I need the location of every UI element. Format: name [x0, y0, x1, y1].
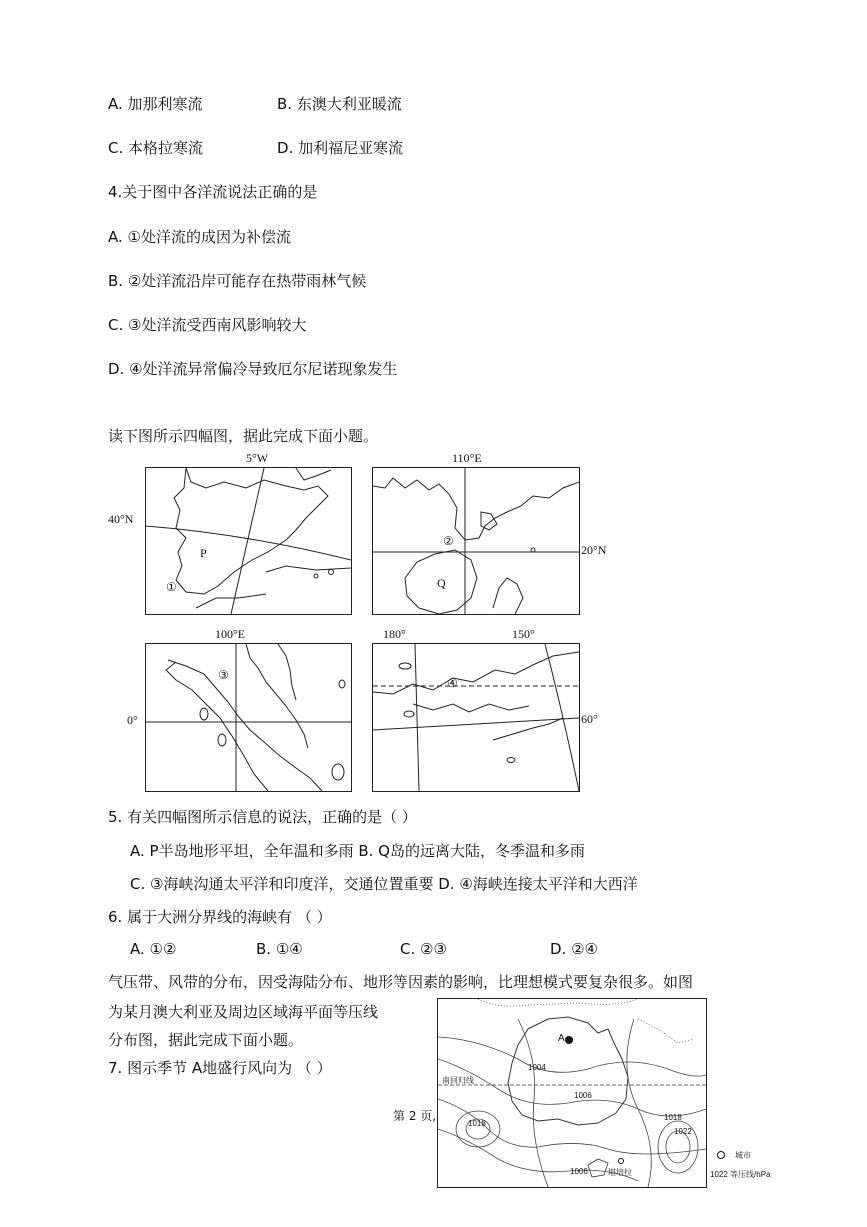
map1-marker-1: ① [166, 580, 177, 594]
pressure-intro-line1: 气压带、风带的分布，因受海陆分布、地形等因素的影响，比理想模式要复杂很多。如图 [108, 973, 694, 991]
map4-drawing [373, 644, 579, 791]
map2-drawing [373, 468, 579, 614]
map2-marker-2: ② [443, 534, 454, 548]
pressure-intro-line3: 分布图，据此完成下面小题。 [108, 1031, 304, 1049]
legend-isobar-label: 1022 等压线/hPa [710, 1170, 771, 1179]
isobar-label-5: 1022 [674, 1127, 692, 1136]
map3-marker-3: ③ [218, 668, 229, 682]
isobar-label-3: 1018 [468, 1119, 486, 1128]
q4-stem: 4.关于图中各洋流说法正确的是 [108, 183, 318, 201]
q3-option-a: A. 加那利寒流 [108, 95, 203, 113]
q4-option-b: B. ②处洋流沿岸可能存在热带雨林气候 [108, 272, 367, 290]
q3-option-d: D. 加利福尼亚寒流 [277, 139, 404, 157]
map1-letter-p: P [200, 546, 207, 560]
q6-stem: 6. 属于大洲分界线的海峡有 （ ） [108, 908, 332, 926]
tropic-label: 南回归线 [442, 1076, 474, 1085]
map1-top-label: 5°W [246, 451, 269, 465]
legend-city-label: 城市 [735, 1151, 751, 1160]
q5-options-cd: C. ③海峡沟通太平洋和印度洋，交通位置重要 D. ④海峡连接太平洋和大西洋 [130, 875, 638, 893]
pressure-intro-line2: 为某月澳大利亚及周边区域海平面等压线 [108, 1003, 379, 1021]
map2-right-label: 20°N [581, 543, 607, 557]
map2-letter-q: Q [437, 576, 446, 590]
map3-top-label: 100°E [215, 627, 246, 641]
q4-option-a: A. ①处洋流的成因为补偿流 [108, 228, 291, 246]
map4-top-label-left: 180° [383, 627, 406, 641]
map4-top-label-right: 150° [512, 627, 535, 641]
map3-left-label: 0° [127, 713, 138, 727]
q6-option-d: D. ②④ [550, 940, 598, 958]
map2-south-china [372, 467, 580, 615]
map1-iberia [145, 467, 352, 615]
maps-intro: 读下图所示四幅图，据此完成下面小题。 [108, 427, 379, 445]
map4-right-label: 60° [581, 712, 598, 726]
map3-malacca [145, 643, 352, 792]
page-number: 第 2 页, [393, 1109, 437, 1123]
pressure-map [437, 998, 707, 1188]
q7-stem: 7. 图示季节 A地盛行风向为 （ ） [108, 1059, 332, 1077]
q6-option-b: B. ①④ [256, 940, 303, 958]
map3-drawing [146, 644, 351, 791]
isobar-label-6: 1006 [570, 1167, 588, 1176]
pressure-map-drawing [438, 999, 706, 1187]
pressure-point-a: A [558, 1033, 565, 1044]
map4-bering [372, 643, 580, 792]
map2-top-label: 110°E [452, 451, 482, 465]
isobar-label-2: 1006 [574, 1091, 592, 1100]
map4-marker-4: ④ [447, 676, 458, 690]
q5-options-ab: A. P半岛地形平坦，全年温和多雨 B. Q岛的远离大陆，冬季温和多雨 [130, 842, 585, 860]
map1-left-label: 40°N [108, 512, 134, 526]
q5-stem: 5. 有关四幅图所示信息的说法，正确的是（ ） [108, 808, 417, 826]
city-label: 堪培拉 [608, 1168, 632, 1177]
q6-option-c: C. ②③ [400, 940, 447, 958]
q4-option-d: D. ④处洋流异常偏冷导致厄尔尼诺现象发生 [108, 360, 398, 378]
q6-option-a: A. ①② [130, 940, 177, 958]
isobar-label-4: 1018 [664, 1113, 682, 1122]
q4-option-c: C. ③处洋流受西南风影响较大 [108, 316, 307, 334]
q3-option-b: B. 东澳大利亚暖流 [277, 95, 402, 113]
legend-city-icon [717, 1151, 725, 1159]
isobar-label-1: 1004 [528, 1063, 546, 1072]
q3-option-c: C. 本格拉寒流 [108, 139, 204, 157]
